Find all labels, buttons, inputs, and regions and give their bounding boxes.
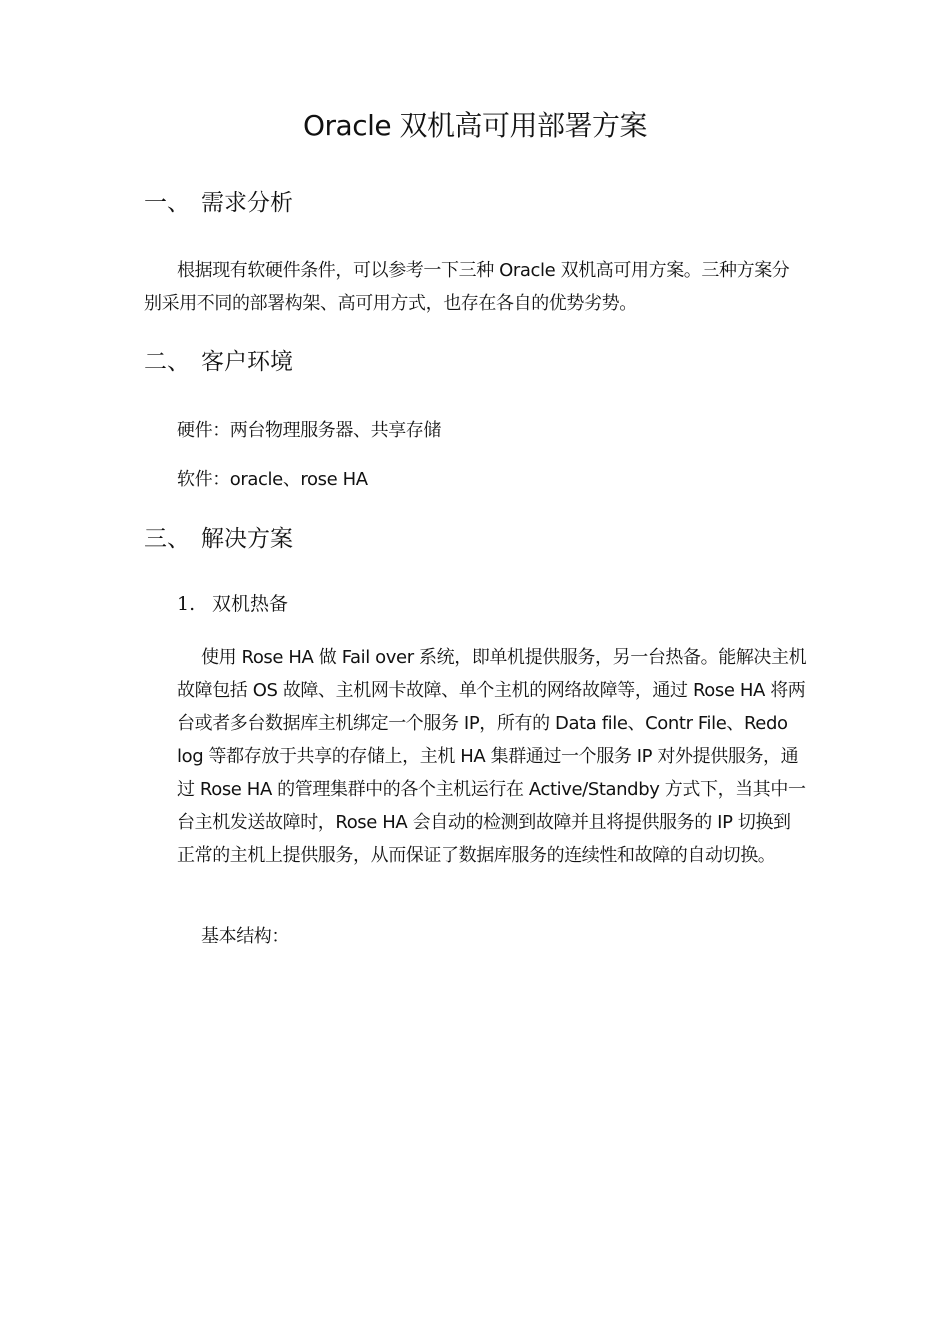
requirements-paragraph: 根据现有软硬件条件，可以参考一下三种 Oracle 双机高可用方案。三种方案分别采用不同的部署构架、高可用方式，也存在各自的优势劣势。 [144,260,790,314]
subsection-heading-hot-standby [177,588,288,620]
section-heading-solution [144,523,293,555]
basic-structure-label: 基本结构： [201,926,289,947]
section-number: 一、 [144,190,190,216]
subsection-number: 1. [177,593,196,615]
section-heading-environment [144,346,293,378]
hardware-line: 硬件：两台物理服务器、共享存储 [177,420,441,441]
section-title: 客户环境 [201,349,293,375]
document-title: Oracle 双机高可用部署方案 [302,109,647,142]
section-number: 二、 [144,349,190,375]
section-title: 需求分析 [201,190,293,216]
subsection-title: 双机热备 [212,593,289,615]
section-heading-requirements [144,187,293,219]
section-number: 三、 [144,526,190,552]
section-title: 解决方案 [201,526,293,552]
software-line: 软件：oracle、rose HA [177,469,368,490]
hot-standby-paragraph: 使用 Rose HA 做 Fail over 系统，即单机提供服务，另一台热备。能解决主机故障包括 OS 故障、主机网卡故障、单个主机的网络故障等，通过 Rose HA 将两台或者多台数据库主机绑定一个服务 IP，所有的 Data file、Contr File、Redo log 等都存放于共享的存储上，主机 HA 集群通过一个服务 IP 对外提供服务，通过 Rose HA 的管理集群中的各个主机运行在 Active/Standby 方式下，当其中一台主机发送故障时，Rose HA 会自动的检测到故障并且将提供服务的 IP 切换到正常的主机上提供服务，从而保证了数据库服务的连续性和故障的自动切换。 [177,647,807,866]
